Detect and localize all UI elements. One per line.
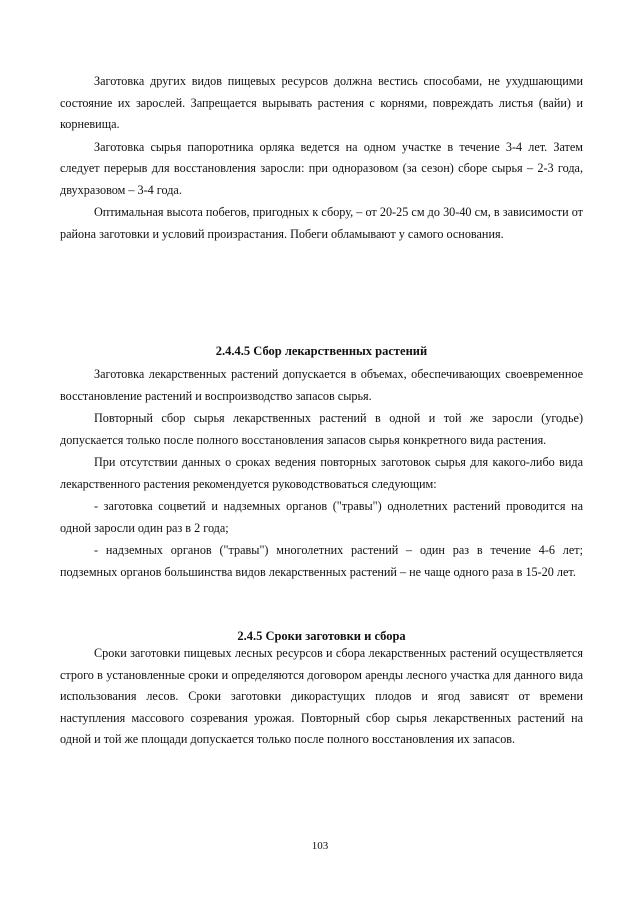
paragraph: Сроки заготовки пищевых лесных ресурсов и сбора лекарственных растений осуществляется строго в установленные сроки и определяются договором аренды лесного участка для данного вида использования лесов. Сроки заготовки дикорастущих плодов и ягод зависят от времени наступления массового созревания урожая. Повторный сбор сырья лекарственных растений на одной и той же площади допускается только после полного восстановления их запасов. — [60, 646, 583, 746]
paragraph: При отсутствии данных о сроках ведения повторных заготовок сырья для какого-либо вида лекарственного растения рекомендуется руководствоваться следующим: — [60, 455, 583, 491]
paragraph: Заготовка других видов пищевых ресурсов должна вестись способами, не ухудшающими состояние их зарослей. Запрещается вырывать растения с корнями, повреждать листья (вайи) и корневища. — [60, 74, 583, 131]
page-number: 103 — [311, 840, 329, 852]
section-2445-body — [60, 364, 583, 583]
intro-paragraphs — [60, 71, 583, 245]
list-item: - заготовка соцветий и надземных органов ("травы") однолетних растений проводится на одной заросли один раз в 2 года; — [60, 499, 583, 535]
section-heading-2445: 2.4.4.5 Сбор лекарственных растений — [215, 344, 428, 358]
paragraph: Заготовка лекарственных растений допускается в объемах, обеспечивающих своевременное восстановление растений и воспроизводство запасов сырья. — [60, 367, 583, 403]
paragraph: Повторный сбор сырья лекарственных растений в одной и той же заросли (угодье) допускается только после полного восстановления запасов сырья конкретного вида растения. — [60, 411, 583, 447]
paragraph: Оптимальная высота побегов, пригодных к сбору, – от 20-25 см до 30-40 см, в зависимости от района заготовки и условий произрастания. Побеги обламывают у самого основания. — [60, 205, 583, 241]
section-heading-245: 2.4.5 Сроки заготовки и сбора — [237, 629, 406, 643]
section-245-body — [60, 643, 583, 751]
paragraph: Заготовка сырья папоротника орляка ведется на одном участке в течение 3-4 лет. Затем следует перерыв для восстановления заросли: при одноразовом (за сезон) сборе сырья – 2-3 года, двухразовом – 3-4 года. — [60, 139, 583, 197]
list-item: - надземных органов ("травы") многолетних растений – один раз в течение 4-6 лет; подземных органов большинства видов лекарственных растений – не чаще одного раза в 15-20 лет. — [60, 543, 583, 579]
